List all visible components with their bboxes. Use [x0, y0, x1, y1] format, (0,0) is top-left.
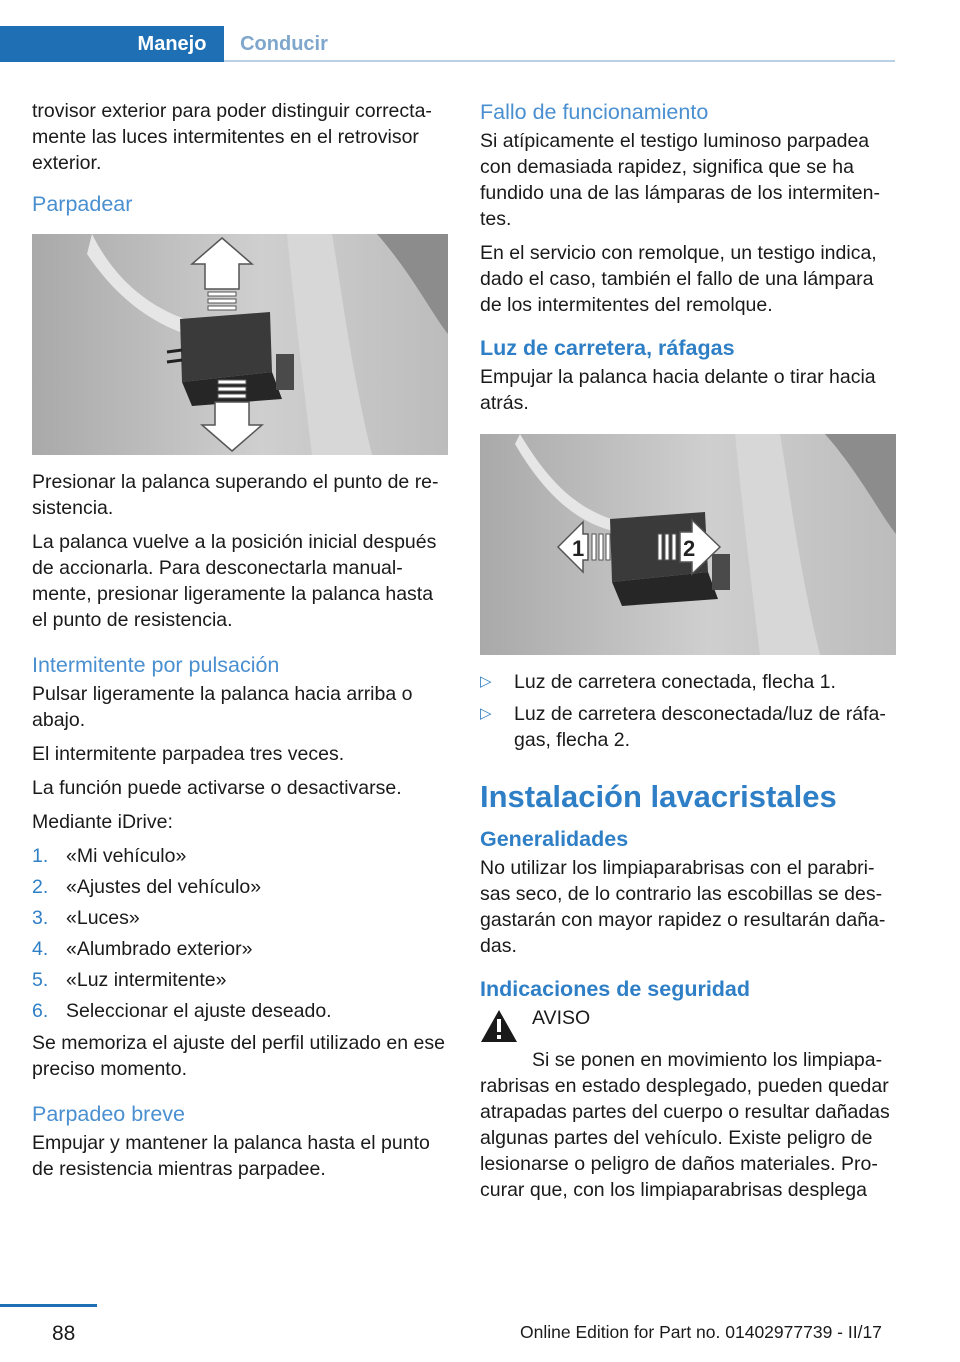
right-column: [480, 98, 898, 1211]
list-item: 6. Seleccionar el ajuste deseado.: [32, 1000, 332, 1022]
tab-underline: [224, 60, 895, 62]
warning-title: AVISO: [532, 1007, 591, 1029]
heading-seguridad: Indicaciones de seguridad: [480, 977, 751, 1001]
text-atipicamente: Si atípicamente el testigo luminoso parpadea con demasiada rapidez, significa que se ha fundido una de las lámparas de los intermitentes.: [480, 130, 880, 230]
heading-generalidades: Generalidades: [480, 827, 629, 851]
page-number: 88: [52, 1322, 76, 1345]
heading-parpadear: Parpadear: [32, 192, 133, 216]
tab-stripe: [0, 26, 120, 62]
list-item: 5. «Luz intermitente»: [32, 969, 227, 991]
warning-block: [480, 1005, 898, 1045]
list-item: 1. «Mi vehículo»: [32, 845, 187, 867]
text-presionar: Presionar la palanca superando el punto de resistencia.: [32, 471, 439, 519]
heading-fallo: Fallo de funcionamiento: [480, 100, 709, 124]
list-item: 4. «Alumbrado exterior»: [32, 938, 253, 960]
page-footer: [0, 1304, 960, 1362]
intro-text: trovisor exterior para poder distinguir correctamente las luces intermitentes en el retrovisor exterior.: [32, 100, 432, 174]
figure-lever-forward-back: [480, 434, 896, 655]
text-empujar-tirar: Empujar la palanca hacia delante o tirar hacia atrás.: [480, 366, 876, 414]
heading-luz-carretera: Luz de carretera, ráfagas: [480, 336, 735, 360]
text-memoriza: Se memoriza el ajuste del perfil utilizado en ese preciso momento.: [32, 1032, 445, 1080]
list-item: 3. «Luces»: [32, 907, 140, 929]
lever-forward-back-illustration: [480, 434, 896, 655]
text-empujar-mantener: Empujar y mantener la palanca hasta el punto de resistencia mientras parpadee.: [32, 1132, 430, 1180]
text-posicion-inicial: La palanca vuelve a la posición inicial después de accionarla. Para desconectarla manualmente, presionar ligeramente la palanca hasta el punto de resistencia.: [32, 531, 437, 631]
lever-up-down-illustration: [32, 234, 448, 455]
heading-instalacion: Instalación lavacristales: [480, 779, 837, 814]
warning-triangle-icon: [480, 1009, 518, 1043]
luz-carretera-bullets: [480, 669, 898, 753]
text-remolque: En el servicio con remolque, un testigo indica, dado el caso, también el fallo de una lámpara de los intermitentes del remolque.: [480, 242, 877, 316]
figure-label-2: 2: [683, 536, 696, 561]
text-idrive: Mediante iDrive:: [32, 811, 173, 833]
heading-parpadeo-breve: Parpadeo breve: [32, 1102, 185, 1126]
text-pulsar: Pulsar ligeramente la palanca hacia arriba o abajo.: [32, 683, 413, 731]
figure-label-1: 1: [572, 536, 585, 561]
chapter-tabs: [0, 26, 895, 62]
text-activarse: La función puede activarse o desactivarse.: [32, 777, 402, 799]
list-item: 2. «Ajustes del vehículo»: [32, 876, 262, 898]
list-item: ▷ Luz de carretera conectada, flecha 1.: [480, 671, 836, 693]
text-no-utilizar: No utilizar los limpiaparabrisas con el parabrisas seco, de lo contrario las escobillas se desgastarán con mayor rapidez o resultarán dañadas.: [480, 857, 886, 957]
idrive-steps: [32, 843, 450, 1024]
figure-lever-up-down: [32, 234, 448, 455]
text-tres-veces: El intermitente parpadea tres veces.: [32, 743, 345, 765]
list-item: ▷ Luz de carretera desconectada/luz de ráfagas, flecha 2.: [480, 703, 886, 751]
tab-conducir[interactable]: Conducir: [240, 33, 328, 55]
heading-pulsacion: Intermitente por pulsación: [32, 653, 280, 677]
edition-note: Online Edition for Part no. 01402977739 - II/17: [520, 1322, 882, 1342]
page-number-bar: [0, 1304, 97, 1307]
warning-text: Si se ponen en movimiento los limpiaparabrisas en estado desplegado, pueden quedar atrapadas partes del cuerpo o resultar dañadas algunas partes del vehículo. Existe peligro de lesionarse o peligro de daños materiales. Procurar que, con los limpiaparabrisas desplega: [480, 1049, 890, 1201]
left-column: [32, 98, 450, 1190]
tab-manejo[interactable]: Manejo: [120, 26, 224, 62]
